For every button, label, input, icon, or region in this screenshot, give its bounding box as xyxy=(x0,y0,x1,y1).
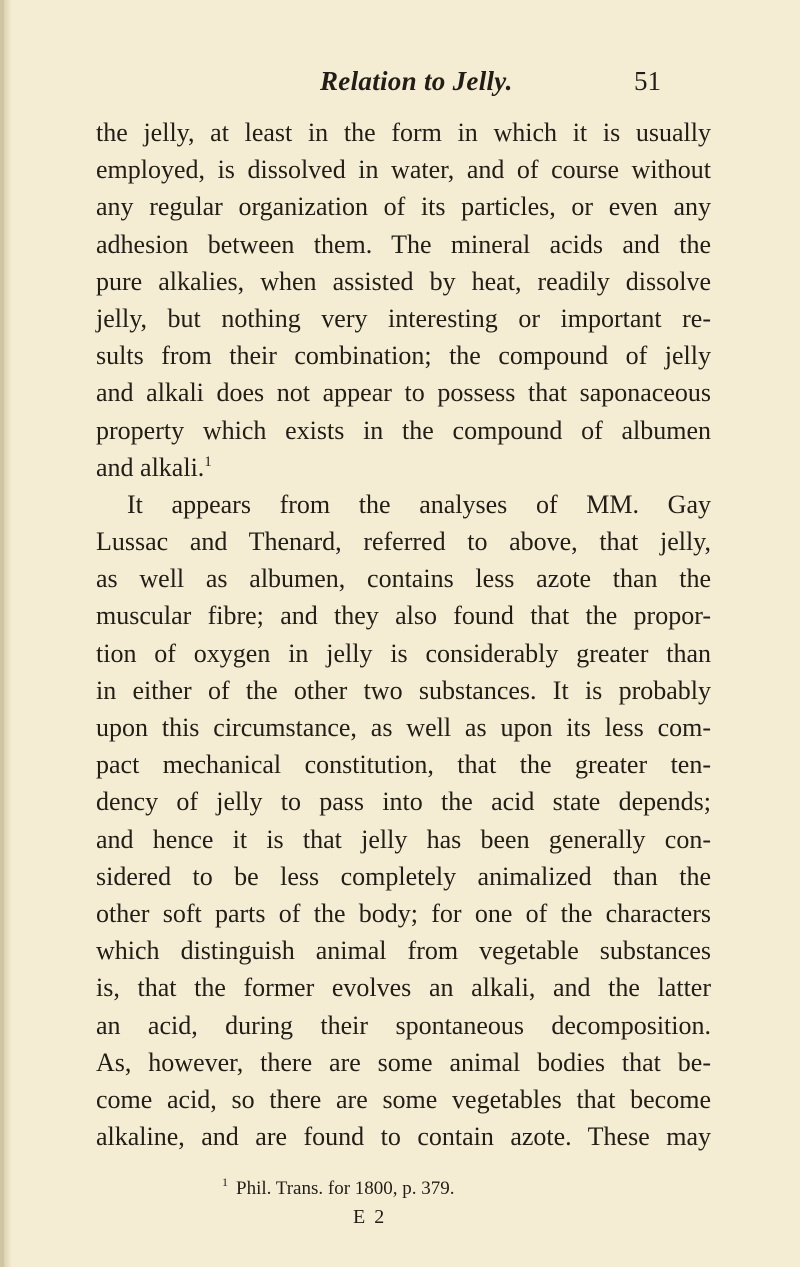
text-line: and alkali does not appear to possess that saponaceous xyxy=(96,378,711,408)
text-line: an acid, during their spontaneous decomposition. xyxy=(96,1010,711,1040)
text-line: sidered to be less completely animalized than the xyxy=(96,861,711,891)
running-header xyxy=(0,66,800,106)
text-line: and hence it is that jelly has been generally con- xyxy=(96,824,711,854)
text-line: dency of jelly to pass into the acid state depends; xyxy=(96,787,711,817)
text-line: alkaline, and are found to contain azote. These may xyxy=(96,1122,711,1152)
text-line: pure alkalies, when assisted by heat, readily dissolve xyxy=(96,266,711,296)
footnote-text: Phil. Trans. for 1800, p. 379. xyxy=(236,1178,455,1199)
text-line: which distinguish animal from vegetable substances xyxy=(96,936,711,966)
text-line-content: and alkali. xyxy=(96,452,205,482)
body-text xyxy=(96,114,711,1155)
text-line: tion of oxygen in jelly is considerably greater than xyxy=(96,638,711,668)
footnote xyxy=(222,1175,455,1200)
text-line: upon this circumstance, as well as upon its less com- xyxy=(96,713,711,742)
text-line: the jelly, at least in the form in which it is usually xyxy=(96,118,711,147)
footnote-reference: 1 xyxy=(204,453,212,470)
footnote-marker: 1 xyxy=(222,1175,228,1189)
paragraph-start-line: It appears from the analyses of MM. Gay xyxy=(127,489,711,519)
paragraph-end-line xyxy=(96,449,711,486)
text-line: any regular organization of its particles, or even any xyxy=(96,192,711,222)
signature-mark: E 2 xyxy=(353,1206,387,1228)
page-number: 51 xyxy=(634,66,661,96)
page-gutter-shadow xyxy=(4,0,12,1267)
text-line: jelly, but nothing very interesting or important re- xyxy=(96,303,711,333)
text-line: other soft parts of the body; for one of the characters xyxy=(96,898,711,928)
text-line: come acid, so there are some vegetables that become xyxy=(96,1084,711,1114)
text-line: is, that the former evolves an alkali, and the latter xyxy=(96,973,711,1003)
text-line: adhesion between them. The mineral acids and the xyxy=(96,229,711,259)
text-line: sults from their combination; the compound of jelly xyxy=(96,341,711,371)
text-line: employed, is dissolved in water, and of course without xyxy=(96,155,711,185)
running-title: Relation to Jelly. xyxy=(320,66,513,96)
text-line: muscular fibre; and they also found that the propor- xyxy=(96,601,711,631)
text-line: pact mechanical constitution, that the greater ten- xyxy=(96,750,711,780)
text-line: As, however, there are some animal bodies that be- xyxy=(96,1047,711,1077)
text-line: as well as albumen, contains less azote than the xyxy=(96,564,711,594)
text-line: in either of the other two substances. It is probably xyxy=(96,675,711,705)
text-line: property which exists in the compound of albumen xyxy=(96,415,711,445)
text-line: Lussac and Thenard, referred to above, that jelly, xyxy=(96,527,711,557)
